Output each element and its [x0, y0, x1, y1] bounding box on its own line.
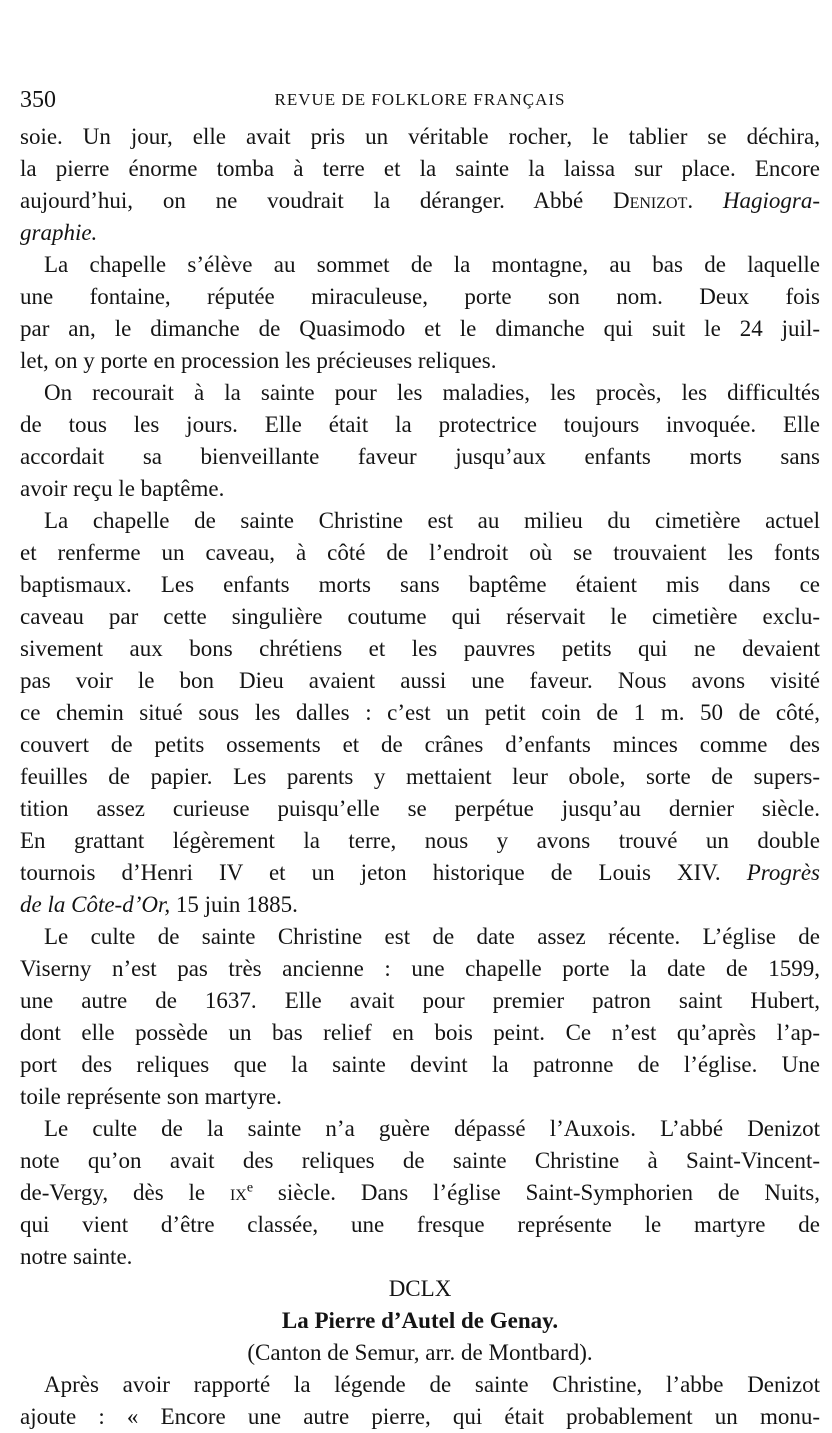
text-line: Le culte de sainte Christine est de date assez récente. L’église de [44, 924, 820, 949]
text-line: couvert de petits ossements et de crânes d’enfants minces comme des [20, 732, 820, 757]
text-line: graphie. [20, 220, 98, 245]
text-line: let, on y porte en procession les précieuses reliques. [20, 348, 497, 373]
text-line: soie. Un jour, elle avait pris un véritable rocher, le tablier se déchira, [20, 124, 820, 149]
text-line: caveau par cette singulière coutume qui réservait le cimetière exclu- [20, 604, 820, 629]
source-title: de la Côte-d’Or, [20, 892, 171, 917]
text-line: baptismaux. Les enfants morts sans baptême étaient mis dans ce [20, 572, 820, 597]
text-line [20, 857, 820, 889]
source-title: Hagiogra- [722, 188, 820, 213]
text-line [20, 185, 820, 217]
running-title: REVUE DE FOLKLORE FRANÇAIS [274, 90, 566, 109]
text-line: une autre de 1637. Elle avait pour premier patron saint Hubert, [20, 988, 820, 1013]
text-line: tition assez curieuse puisqu’elle se perpétue jusqu’au dernier siècle. [20, 796, 820, 821]
text-segment: aujourd’hui, on ne voudrait la déranger. Abbé [20, 188, 613, 213]
text-line: une fontaine, réputée miraculeuse, porte son nom. Deux fois [20, 284, 820, 309]
text-line: accordait sa bienveillante faveur jusqu’aux enfants morts sans [20, 444, 820, 469]
text-line [20, 1177, 820, 1209]
source-title: Progrès [746, 860, 820, 885]
running-header [20, 84, 820, 116]
text-line: Après avoir rapporté la légende de sainte Christine, l’abbe Denizot [44, 1372, 820, 1397]
text-line: la pierre énorme tomba à terre et la sainte la laissa sur place. Encore [20, 156, 820, 181]
text-line [20, 889, 820, 921]
section-numeral: DCLX [388, 1276, 452, 1301]
text-line: La chapelle s’élève au sommet de la montagne, au bas de laquelle [44, 252, 820, 277]
author-name: Denizot. [612, 188, 694, 213]
text-line: Le culte de la sainte n’a guère dépassé l’Auxois. L’abbé Denizot [44, 1116, 820, 1141]
text-line: notre sainte. [20, 1244, 133, 1269]
body-text [20, 121, 820, 1433]
text-line: pas voir le bon Dieu avaient aussi une faveur. Nous avons visité [20, 668, 820, 693]
text-line: En grattant légèrement la terre, nous y avons trouvé un double [20, 828, 820, 853]
text-segment: 15 juin 1885. [170, 892, 298, 917]
text-line: ajoute : « Encore une autre pierre, qui était probablement un monu- [20, 1404, 820, 1429]
superscript: e [246, 1180, 254, 1196]
text-line: avoir reçu le baptême. [20, 476, 225, 501]
text-line: feuilles de papier. Les parents y mettaient leur obole, sorte de supers- [20, 764, 820, 789]
text-line: dont elle possède un bas relief en bois peint. Ce n’est qu’après l’ap- [20, 1020, 820, 1045]
text-line: ce chemin situé sous les dalles : c’est un petit coin de 1 m. 50 de côté, [20, 700, 820, 725]
text-line: On recourait à la sainte pour les maladies, les procès, les difficultés [44, 380, 820, 405]
text-line: note qu’on avait des reliques de sainte Christine à Saint-Vincent- [20, 1148, 820, 1173]
text-segment: tournois d’Henri IV et un jeton historique de Louis XIV. [20, 860, 747, 885]
text-segment: de-Vergy, dès le [20, 1180, 230, 1205]
text-line: qui vient d’être classée, une fresque représente le martyre de [20, 1212, 820, 1237]
century-numeral: ix [229, 1180, 247, 1205]
section-title: La Pierre d’Autel de Genay. [281, 1308, 559, 1333]
text-line: par an, le dimanche de Quasimodo et le dimanche qui suit le 24 juil- [20, 316, 820, 341]
text-line: toile représente son martyre. [20, 1084, 282, 1109]
text-line: de tous les jours. Elle était la protectrice toujours invoquée. Elle [20, 412, 820, 437]
text-line: Viserny n’est pas très ancienne : une chapelle porte la date de 1599, [20, 956, 820, 981]
page-number: 350 [20, 87, 56, 113]
text-line: La chapelle de sainte Christine est au milieu du cimetière actuel [44, 508, 820, 533]
text-segment: siècle. Dans l’église Saint-Symphorien de Nuits, [253, 1180, 820, 1205]
text-line: port des reliques que la sainte devint la patronne de l’église. Une [20, 1052, 820, 1077]
text-line: et renferme un caveau, à côté de l’endroit où se trouvaient les fonts [20, 540, 820, 565]
text-line: sivement aux bons chrétiens et les pauvres petits qui ne devaient [20, 636, 820, 661]
section-subtitle: (Canton de Semur, arr. de Montbard). [247, 1340, 593, 1365]
